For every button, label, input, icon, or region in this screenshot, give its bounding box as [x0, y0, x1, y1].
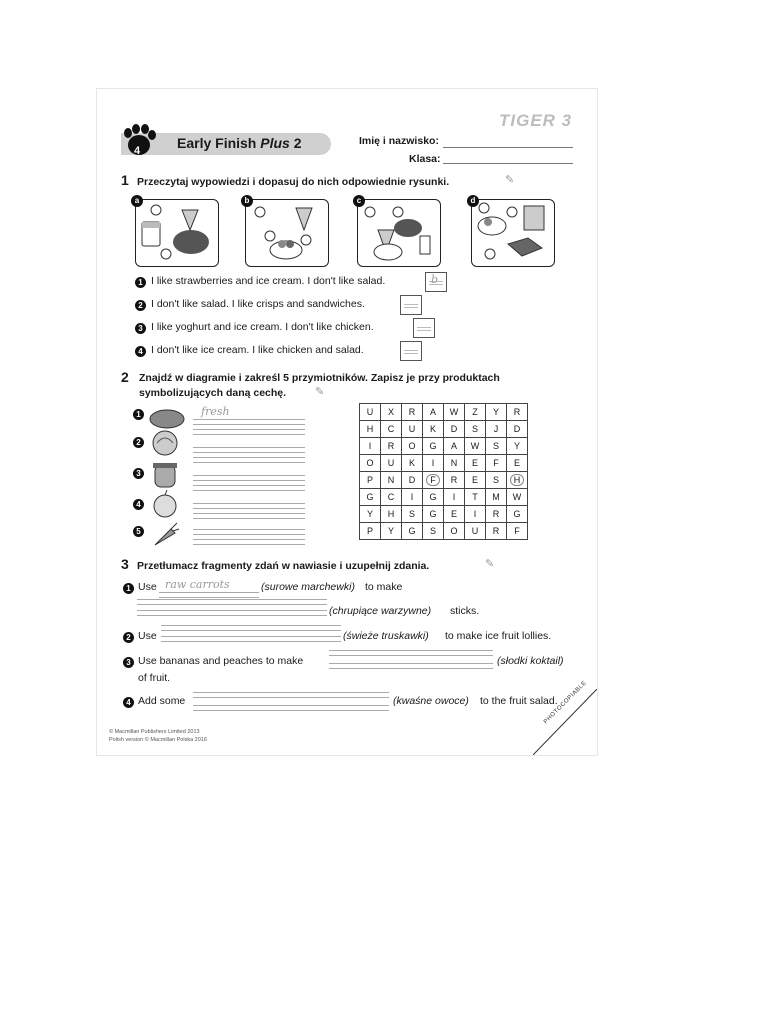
carrot-icon [151, 519, 181, 554]
answer-box-3[interactable] [413, 318, 435, 338]
example-answer: fresh [201, 405, 230, 418]
ex2-instruction-line1: Znajdź w diagramie i zakreśl 5 przymiotników. Zapisz je przy produktach [139, 372, 500, 384]
ex3-line-1c[interactable] [137, 610, 327, 616]
ex3-item-pre: Use [138, 630, 157, 642]
grid-cell[interactable]: G [423, 506, 444, 523]
ex3-line-2b[interactable] [161, 636, 341, 642]
ex3-line-3b[interactable] [329, 663, 493, 669]
grid-row [360, 489, 528, 506]
grid-cell[interactable]: I [402, 489, 423, 506]
ex3-item-hint: (kwaśne owoce) [393, 695, 469, 707]
ex3-item-line2: of fruit. [138, 672, 171, 684]
ex2-item-number: 4 [133, 499, 144, 510]
ex1-sentence: I don't like salad. I like crisps and sandwiches. [151, 298, 365, 310]
grid-cell[interactable]: G [402, 523, 423, 540]
answer-box-4[interactable] [400, 341, 422, 361]
answer-line-5b[interactable] [193, 539, 305, 545]
grid-cell[interactable]: E [465, 472, 486, 489]
grid-cell[interactable]: S [486, 438, 507, 455]
picture-tag-d: d [467, 195, 479, 207]
grid-cell[interactable]: K [423, 421, 444, 438]
picture-d[interactable] [471, 199, 555, 267]
cabbage-icon [149, 429, 181, 462]
ex3-item-hint: (świeże truskawki) [343, 630, 429, 642]
title-italic: Plus [260, 135, 290, 151]
grid-cell[interactable]: O [444, 523, 465, 540]
grid-cell[interactable]: U [402, 421, 423, 438]
grid-row [360, 523, 528, 540]
grid-cell[interactable]: R [381, 438, 402, 455]
ex3-item-hint: (surowe marchewki) [261, 581, 355, 593]
class-label: Klasa: [409, 153, 441, 165]
ex3-line-1[interactable] [159, 592, 259, 598]
ex1-instruction: Przeczytaj wypowiedzi i dopasuj do nich odpowiednie rysunki. [137, 176, 450, 188]
grid-cell[interactable]: W [507, 489, 528, 506]
grid-cell[interactable]: Z [465, 404, 486, 421]
grid-cell[interactable]: Y [507, 438, 528, 455]
grid-cell[interactable]: P [360, 472, 381, 489]
class-field[interactable] [443, 163, 573, 164]
grid-cell[interactable]: R [507, 404, 528, 421]
answer-line-2[interactable] [193, 447, 305, 453]
grid-cell[interactable]: E [507, 455, 528, 472]
word-search-grid[interactable] [359, 403, 528, 540]
grid-cell[interactable]: A [423, 404, 444, 421]
grid-cell[interactable]: K [402, 455, 423, 472]
grid-cell[interactable]: W [444, 404, 465, 421]
grid-cell[interactable]: D [444, 421, 465, 438]
ex3-example-answer: raw carrots [165, 578, 230, 591]
ex3-line-4a[interactable] [193, 692, 389, 698]
grid-cell[interactable]: G [423, 489, 444, 506]
ex2-item-number: 2 [133, 437, 144, 448]
grid-cell[interactable]: P [360, 523, 381, 540]
grid-cell[interactable]: I [423, 455, 444, 472]
grid-cell[interactable] [507, 472, 528, 489]
picture-c[interactable] [357, 199, 441, 267]
picture-tag-c: c [353, 195, 365, 207]
grid-cell[interactable]: G [360, 489, 381, 506]
pencil-icon: ✎ [315, 386, 325, 398]
grid-row [360, 472, 528, 489]
answer-line-4b[interactable] [193, 513, 305, 519]
photocopiable-stamp: PHOTOCOPIABLE [543, 680, 589, 726]
grid-cell[interactable]: Y [360, 506, 381, 523]
ex1-item-number: 3 [135, 323, 146, 334]
ex1-item-number: 1 [135, 277, 146, 288]
grid-cell[interactable]: H [381, 506, 402, 523]
grid-cell[interactable]: G [507, 506, 528, 523]
grid-cell[interactable]: E [444, 506, 465, 523]
worksheet-page [96, 88, 598, 756]
ex1-sentence: I don't like ice cream. I like chicken and salad. [151, 344, 364, 356]
grid-cell[interactable]: H [360, 421, 381, 438]
ex1-item-number: 2 [135, 300, 146, 311]
picture-b[interactable] [245, 199, 329, 267]
grid-cell[interactable]: Y [381, 523, 402, 540]
grid-cell[interactable]: O [360, 455, 381, 472]
ex3-item-number: 4 [123, 697, 134, 708]
grid-cell[interactable]: W [465, 438, 486, 455]
badge-number: 4 [134, 145, 141, 157]
grid-cell[interactable]: J [486, 421, 507, 438]
ex2-item-number: 1 [133, 409, 144, 420]
ex3-item-pre: Use bananas and peaches to make [138, 655, 304, 667]
ex1-sentence: I like yoghurt and ice cream. I don't like chicken. [151, 321, 374, 333]
copyright-line-1: © Macmillan Publishers Limited 2013 [109, 729, 200, 735]
ex2-item-number: 3 [133, 468, 144, 479]
grid-cell[interactable]: D [507, 421, 528, 438]
grid-row [360, 404, 528, 421]
grid-cell[interactable] [423, 472, 444, 489]
ex3-line-1b[interactable] [137, 599, 327, 605]
grid-cell[interactable]: C [381, 489, 402, 506]
ex3-item-post: to the fruit salad. [480, 695, 558, 707]
name-label: Imię i nazwisko: [359, 135, 439, 147]
ex1-item-number: 4 [135, 346, 146, 357]
grid-cell[interactable]: R [444, 472, 465, 489]
grid-cell[interactable]: I [465, 506, 486, 523]
grid-cell[interactable]: S [465, 421, 486, 438]
brand-logo: TIGER 3 [499, 111, 573, 130]
grid-row [360, 506, 528, 523]
grid-cell[interactable]: A [444, 438, 465, 455]
ex1-number: 1 [121, 172, 129, 188]
grid-row [360, 438, 528, 455]
ex3-line-4b[interactable] [193, 705, 389, 711]
answer-box-2[interactable] [400, 295, 422, 315]
grid-cell[interactable]: R [402, 404, 423, 421]
ex2-number: 2 [121, 369, 129, 385]
picture-a[interactable] [135, 199, 219, 267]
grid-cell[interactable]: S [402, 506, 423, 523]
grid-cell[interactable]: F [507, 523, 528, 540]
circled-letter: F [426, 474, 440, 486]
ex3-number: 3 [121, 556, 129, 572]
grid-cell[interactable]: N [381, 472, 402, 489]
picture-tag-a: a [131, 195, 143, 207]
ex3-line-3a[interactable] [329, 650, 493, 656]
answer-line-3b[interactable] [193, 485, 305, 491]
ex3-line-2a[interactable] [161, 625, 341, 631]
ex3-item-hint: (chrupiące warzywne) [329, 605, 432, 617]
grid-cell[interactable]: I [360, 438, 381, 455]
answer-line-1[interactable] [193, 419, 305, 425]
ex3-item-number: 1 [123, 583, 134, 594]
ex3-item-post: to make [365, 581, 403, 593]
picture-tag-b: b [241, 195, 253, 207]
grid-cell[interactable]: F [486, 455, 507, 472]
answer-1: b [431, 273, 439, 286]
grid-cell[interactable]: R [486, 523, 507, 540]
ex2-instruction-line2: symbolizujących daną cechę. [139, 387, 287, 399]
grid-cell[interactable]: U [381, 455, 402, 472]
grid-cell[interactable]: R [486, 506, 507, 523]
ex3-item-post: to make ice fruit lollies. [445, 630, 552, 642]
ex3-item-pre: Use [138, 581, 157, 593]
answer-line-4[interactable] [193, 503, 305, 509]
grid-cell[interactable]: E [465, 455, 486, 472]
answer-line-2b[interactable] [193, 457, 305, 463]
grid-cell[interactable]: U [360, 404, 381, 421]
grid-cell[interactable]: S [486, 472, 507, 489]
ex1-sentence: I like strawberries and ice cream. I don't like salad. [151, 275, 386, 287]
ex3-item-pre: Add some [138, 695, 186, 707]
grid-cell[interactable]: N [444, 455, 465, 472]
pencil-icon: ✎ [485, 558, 495, 570]
grid-row [360, 455, 528, 472]
circled-letter: H [510, 474, 525, 486]
title-number: 2 [289, 135, 302, 151]
grid-cell[interactable]: D [402, 472, 423, 489]
ex3-instruction: Przetłumacz fragmenty zdań w nawiasie i uzupełnij zdania. [137, 560, 430, 572]
grid-cell[interactable]: X [381, 404, 402, 421]
grid-cell[interactable]: Y [486, 404, 507, 421]
grid-cell[interactable]: T [465, 489, 486, 506]
ex3-item-number: 2 [123, 632, 134, 643]
name-field[interactable] [443, 147, 573, 148]
ex2-item-number: 5 [133, 526, 144, 537]
grid-cell[interactable]: C [381, 421, 402, 438]
copyright-line-2: Polish version © Macmillan Polska 2016 [109, 737, 207, 743]
grid-cell[interactable]: M [486, 489, 507, 506]
ex3-item-hint: (słodki koktail) [497, 655, 564, 667]
answer-line-1b[interactable] [193, 429, 305, 435]
grid-cell[interactable]: O [402, 438, 423, 455]
grid-cell[interactable]: I [444, 489, 465, 506]
page-title [177, 135, 302, 151]
ex3-item-number: 3 [123, 657, 134, 668]
pencil-icon: ✎ [505, 174, 515, 186]
grid-cell[interactable]: S [423, 523, 444, 540]
grid-cell[interactable]: U [465, 523, 486, 540]
grid-cell[interactable]: G [423, 438, 444, 455]
ex3-item-post: sticks. [450, 605, 480, 617]
answer-line-3[interactable] [193, 475, 305, 481]
title-text: Early Finish [177, 135, 261, 151]
grid-row [360, 421, 528, 438]
answer-line-5[interactable] [193, 529, 305, 535]
